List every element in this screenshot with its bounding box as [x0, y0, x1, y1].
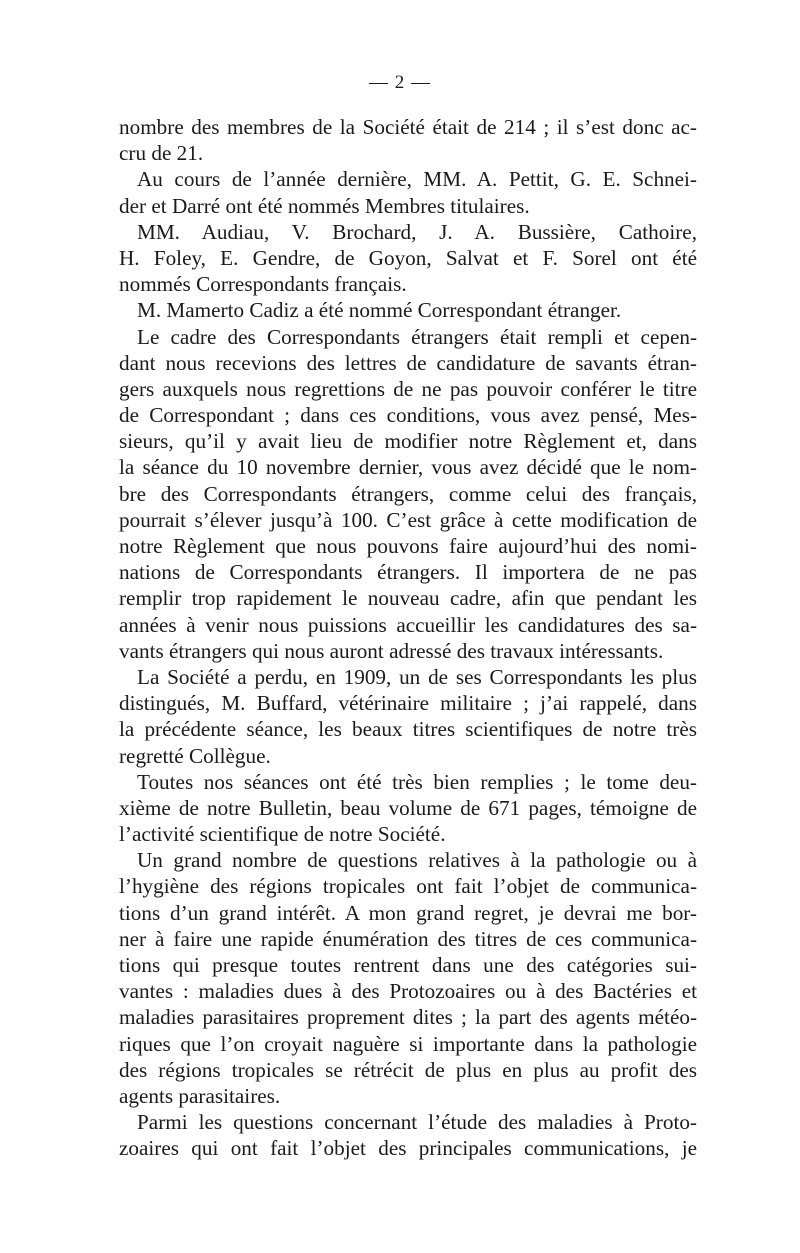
text-line: Le cadre des Correspondants étrangers était rempli et cepen- — [137, 324, 697, 349]
text-line: Toutes nos séances ont été très bien remplies ; le tome deu- — [137, 769, 697, 794]
text-line: distingués, M. Buffard, vétérinaire militaire ; j’ai rappelé, dans — [119, 691, 697, 716]
paragraph — [119, 1109, 697, 1161]
text-line: maladies parasitaires proprement dites ; la part des agents météo- — [119, 1005, 697, 1030]
text-line: riques que l’on croyait naguère si importante dans la pathologie — [119, 1031, 697, 1056]
text-line: Parmi les questions concernant l’étude des maladies à Proto- — [137, 1110, 697, 1135]
text-line: pourrait s’élever jusqu’à 100. C’est grâce à cette modification de — [119, 507, 697, 532]
paragraph — [119, 219, 697, 298]
text-line: M. Mamerto Cadiz a été nommé Correspondant étranger. — [137, 298, 622, 323]
text-line: agents parasitaires. — [119, 1083, 281, 1108]
text-line: l’activité scientifique de notre Société. — [119, 822, 446, 847]
text-line: xième de notre Bulletin, beau volume de 671 pages, témoigne de — [119, 795, 697, 820]
page-number: — 2 — — [369, 72, 431, 93]
paragraph — [119, 297, 697, 323]
text-line: vantes : maladies dues à des Protozoaires ou à des Bactéries et — [119, 979, 697, 1004]
text-line: regretté Collègue. — [119, 743, 271, 768]
text-line: nombre des membres de la Société était de 214 ; il s’est donc ac- — [119, 115, 697, 139]
text-line: remplir trop rapidement le nouveau cadre, afin que pendant les — [119, 586, 697, 611]
text-line: tions qui presque toutes rentrent dans une des catégories sui- — [119, 953, 697, 977]
paragraph — [119, 769, 697, 848]
text-line: notre Règlement que nous pouvons faire aujourd’hui des nomi- — [119, 534, 697, 558]
paragraph — [119, 114, 697, 166]
text-line: vants étrangers qui nous auront adressé des travaux intéressants. — [119, 638, 664, 663]
text-line: la précédente séance, les beaux titres scientifiques de notre très — [119, 717, 697, 742]
paragraph — [119, 664, 697, 769]
text-line: cru de 21. — [119, 141, 204, 166]
text-line: gers auxquels nous regrettions de ne pas pouvoir conférer le titre — [119, 376, 697, 401]
text-line: nommés Correspondants français. — [119, 272, 407, 297]
text-line: tions d’un grand intérêt. A mon grand regret, je devrai me bor- — [119, 900, 697, 925]
text-line: Un grand nombre de questions relatives à la pathologie ou à — [137, 848, 697, 873]
text-line: la séance du 10 novembre dernier, vous avez décidé que le nom- — [119, 455, 697, 480]
text-line: nations de Correspondants étrangers. Il importera de ne pas — [119, 560, 697, 585]
document-body — [119, 114, 697, 1162]
text-line: der et Darré ont été nommés Membres titulaires. — [119, 193, 530, 218]
text-line: de Correspondant ; dans ces conditions, vous avez pensé, Mes- — [119, 403, 697, 428]
paragraph — [119, 324, 697, 664]
text-line: zoaires qui ont fait l’objet des principales communications, je — [119, 1136, 697, 1161]
text-line: sieurs, qu’il y avait lieu de modifier notre Règlement et, dans — [119, 429, 697, 454]
paragraph — [119, 847, 697, 1109]
text-line: bre des Correspondants étrangers, comme celui des français, — [119, 481, 697, 506]
paragraph — [119, 166, 697, 218]
text-line: Au cours de l’année dernière, MM. A. Pettit, G. E. Schnei- — [137, 167, 697, 192]
text-line: H. Foley, E. Gendre, de Goyon, Salvat et F. Sorel ont été — [119, 245, 697, 270]
text-line: années à venir nous puissions accueillir les candidatures des sa- — [119, 612, 697, 637]
text-line: des régions tropicales se rétrécit de plus en plus au profit des — [119, 1057, 697, 1082]
text-line: La Société a perdu, en 1909, un de ses Correspondants les plus — [137, 664, 697, 689]
text-line: ner à faire une rapide énumération des titres de ces communica- — [119, 926, 697, 951]
text-line: dant nous recevions des lettres de candidature de savants étran- — [119, 350, 697, 375]
text-line: MM. Audiau, V. Brochard, J. A. Bussière, Cathoire, — [137, 219, 697, 244]
text-line: l’hygiène des régions tropicales ont fait l’objet de communica- — [119, 874, 697, 899]
